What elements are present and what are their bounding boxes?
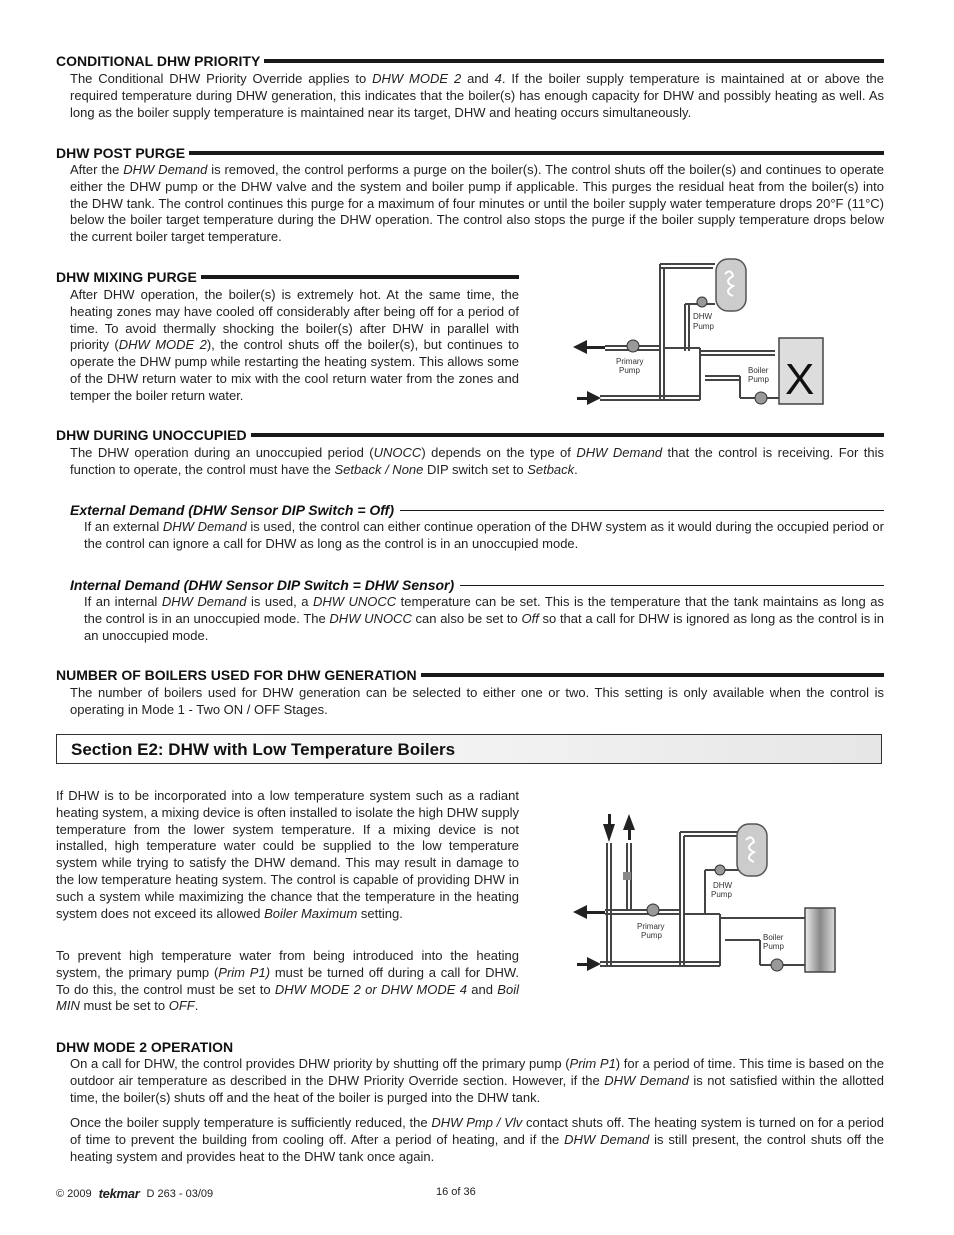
dhw-pump-label-2b: Pump xyxy=(711,890,732,899)
dhw-pump-icon xyxy=(697,297,707,307)
footer-doc-number: D 263 - 03/09 xyxy=(146,1187,214,1200)
paragraph-e2-prevent: To prevent high temperature water from being introduced into the heating system, the primary pump (Prim P1) must be turned off during a call for DHW. To do this, the control must be set to DHW MODE 2 or DHW MODE 4 and Boil MIN must be set to OFF. xyxy=(56,948,520,1014)
section-e2-header xyxy=(56,734,882,764)
heading-internal-demand: Internal Demand (DHW Sensor DIP Switch = DHW Sensor) xyxy=(70,577,884,593)
mixing-valve-icon xyxy=(623,872,631,880)
primary-pump-icon-2 xyxy=(647,904,659,916)
paragraph-dhw-mode-2-a: On a call for DHW, the control provides DHW priority by shutting off the primary pump (Prim P1) for a period of time. This time is based on the outdoor air temperature as described in the DHW Priority Override section. However, if the DHW Demand is not satisfied within the allotted time, the boiler(s) shuts off and the heat of the boiler is purged into the DHW tank. xyxy=(70,1056,885,1105)
paragraph-dhw-post-purge: After the DHW Demand is removed, the control performs a purge on the boiler(s). The control shuts off the boiler(s) and continues to operate either the DHW pump or the DHW valve and the system and boiler pump if applicable. This purges the residual heat from the boiler(s) into the DHW tank. The control continues this purge for a maximum of four minutes or until the boiler supply water temperature drops 20°F (11°C) below the boiler target temperature during the DHW operation. The control also stops the purge if the boiler supply temperature drops below the current boiler target temperature. xyxy=(70,162,885,245)
paragraph-number-of-boilers: The number of boilers used for DHW generation can be selected to either one or two. This setting is only available when the control is operating in Mode 1 - Two ON / OFF Stages. xyxy=(70,685,884,717)
boiler-pump-label-1: Boiler xyxy=(748,366,769,375)
paragraph-external-demand: If an external DHW Demand is used, the control can either continue operation of the DHW system as it would during the occupied period or the control can ignore a call for DHW as long as the control is in an unoccupied mode. xyxy=(84,519,884,551)
tekmar-logo: tekmar xyxy=(98,1186,140,1201)
paragraph-dhw-mixing-purge: After DHW operation, the boiler(s) is extremely hot. At the same time, the heating zones may have cooled off considerably after being off for a period of time. To avoid thermally shocking the boiler(s) after DHW in parallel with priority (DHW MODE 2), the control shuts off the boiler(s), but continues to operate the DHW pump while restarting the heating system. This allows some of the DHW return water to mix with the cool return water from the zones and temper the boiler return water. xyxy=(70,287,520,403)
dhw-pump-label-1: DHW xyxy=(693,312,713,321)
paragraph-dhw-during-unoccupied: The DHW operation during an unoccupied period (UNOCC) depends on the type of DHW Demand that the control is receiving. For this function to operate, the control must have the Setback / None DIP switch set to Setback. xyxy=(70,445,884,477)
paragraph-dhw-mode-2-b: Once the boiler supply temperature is sufficiently reduced, the DHW Pmp / Vlv contact shuts off. The heating system is turned on for a period of time to prevent the building from cooling off. After a period of heating, and if the DHW Demand is still present, the control shuts off the heating system and provides heat to the DHW tank once again. xyxy=(70,1115,884,1164)
heading-dhw-mixing-purge: DHW MIXING PURGE xyxy=(56,269,519,285)
footer xyxy=(56,1186,213,1201)
heading-external-demand: External Demand (DHW Sensor DIP Switch = Off) xyxy=(70,502,884,518)
boiler-pump-label-2: Pump xyxy=(748,375,769,384)
footer-page-number: 16 of 36 xyxy=(436,1186,476,1198)
primary-pump-label-1b: Primary xyxy=(637,922,665,931)
primary-pump-icon xyxy=(627,340,639,352)
boiler-pump-icon xyxy=(755,392,767,404)
heading-dhw-mode-2: DHW MODE 2 OPERATION xyxy=(56,1039,234,1055)
primary-pump-label-1: Primary xyxy=(616,357,644,366)
footer-copyright: © 2009 xyxy=(56,1187,92,1200)
primary-pump-label-2b: Pump xyxy=(641,931,662,940)
dhw-pump-label-2: Pump xyxy=(693,322,714,331)
boiler-x-mark: X xyxy=(785,355,815,404)
section-e2-title: Section E2: DHW with Low Temperature Boilers xyxy=(71,740,456,759)
boiler-pump-label-2b: Pump xyxy=(763,942,784,951)
paragraph-conditional-dhw-priority: The Conditional DHW Priority Override applies to DHW MODE 2 and 4. If the boiler supply temperature is maintained at or above the required temperature during DHW generation, this indicates that the boiler(s) has enough capacity for DHW and possibly heating as well. As long as the boiler supply temperature is maintained near its target, DHW and heating occurs simultaneously. xyxy=(70,71,885,120)
heading-dhw-during-unoccupied: DHW DURING UNOCCUPIED xyxy=(56,427,884,443)
primary-pump-label-2: Pump xyxy=(619,366,640,375)
dhw-pump-label-1b: DHW xyxy=(713,881,733,890)
boiler-pump-icon-2 xyxy=(771,959,783,971)
paragraph-e2-intro: If DHW is to be incorporated into a low temperature system such as a radiant heating system, a mixing device is often installed to isolate the high DHW supply temperature from the lower system temperature. If a mixing device is not installed, high temperature water could be supplied to the low temperature system while trying to satisfy the DHW demand. This may result in damage to the low temperature heating system. The control is capable of providing DHW in such a system while maximizing the chance that the temperature in the heating system does not exceed its allowed Boiler Maximum setting. xyxy=(56,788,519,921)
heading-number-of-boilers: NUMBER OF BOILERS USED FOR DHW GENERATION xyxy=(56,667,884,683)
dhw-pump-icon-2 xyxy=(715,865,725,875)
diagram-low-temp-boiler xyxy=(565,810,840,975)
boiler-low-temp xyxy=(805,908,835,972)
diagram-mixing-purge xyxy=(565,256,835,408)
heading-dhw-post-purge: DHW POST PURGE xyxy=(56,145,884,161)
paragraph-internal-demand: If an internal DHW Demand is used, a DHW UNOCC temperature can be set. This is the temperature that the tank maintains as long as the control is in an unoccupied mode. The DHW UNOCC can also be set to Off so that a call for DHW is ignored as long as the control is in an unoccupied mode. xyxy=(84,594,885,643)
heading-conditional-dhw-priority: CONDITIONAL DHW PRIORITY xyxy=(56,53,884,69)
boiler-pump-label-1b: Boiler xyxy=(763,933,784,942)
